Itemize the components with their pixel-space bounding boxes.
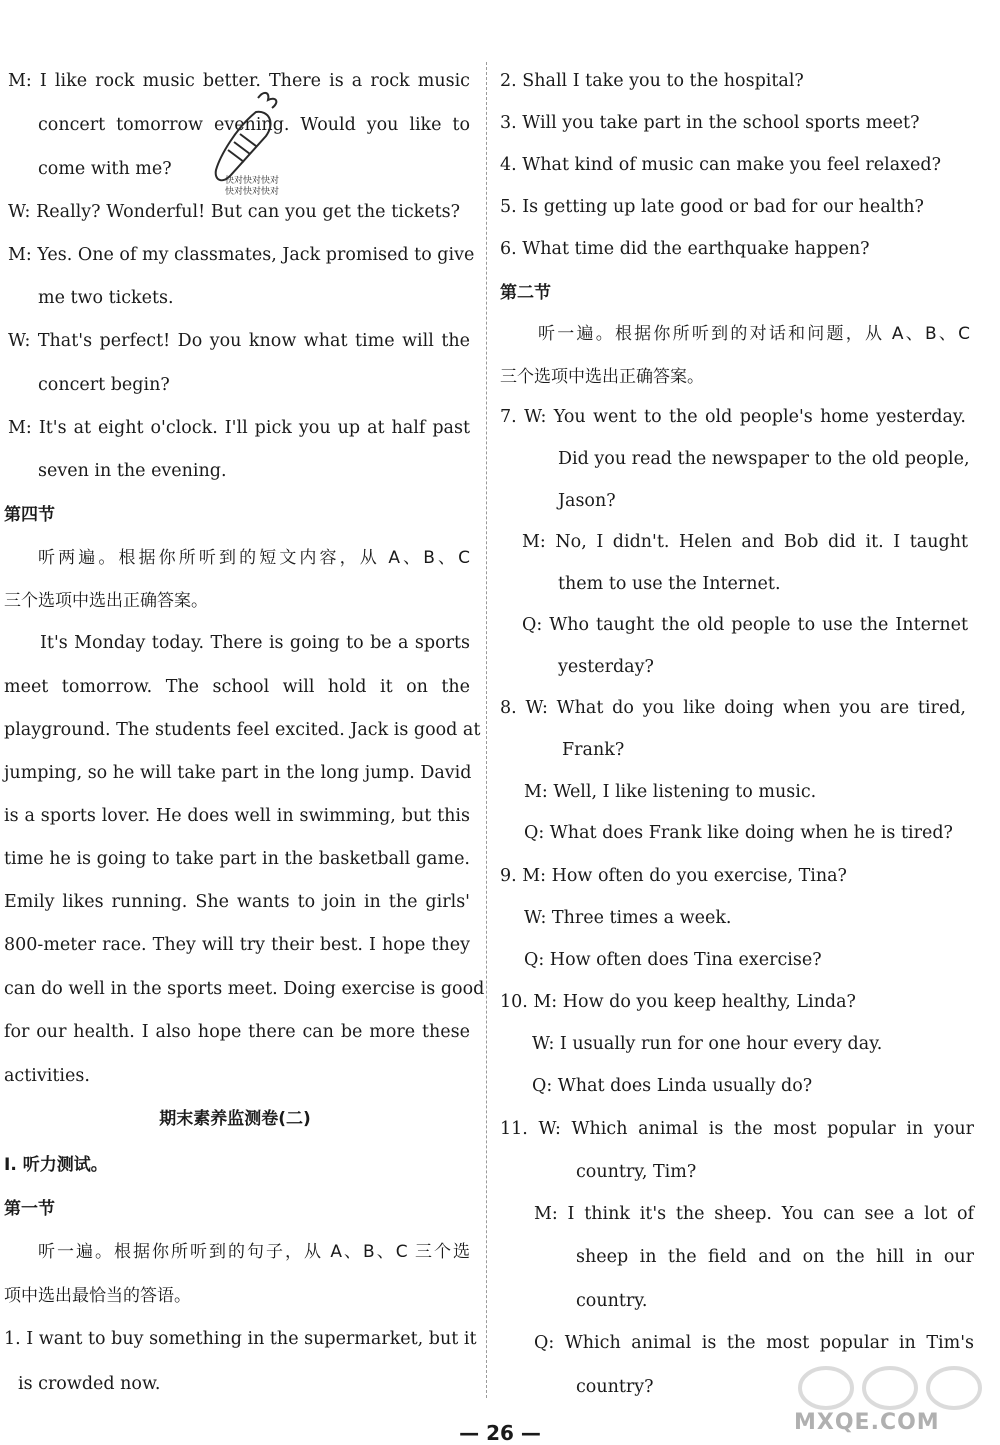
question-line: Q: What does Frank like doing when he is tired? [524, 823, 953, 843]
question-line: 7. W: You went to the old people's home yesterday. [500, 407, 966, 427]
dialogue-line: M: It's at eight o'clock. I'll pick you up at half past [8, 418, 470, 438]
section-instruction: 项中选出最恰当的答语。 [4, 1286, 191, 1306]
question-line: Q: How often does Tina exercise? [524, 950, 822, 970]
section-instruction: 三个选项中选出正确答案。 [4, 591, 208, 611]
section-heading: 第二节 [500, 283, 551, 303]
dialogue-line: concert tomorrow evening. Would you like to [38, 115, 470, 135]
question-line: Jason? [558, 491, 616, 511]
question-line: Q: Which animal is the most popular in Tim's [534, 1333, 974, 1353]
dialogue-line: W: That's perfect! Do you know what time will the [8, 331, 470, 351]
part-heading: Ⅰ. 听力测试。 [4, 1155, 108, 1175]
question-line: 5. Is getting up late good or bad for our health? [500, 197, 924, 217]
section-instruction: 听一遍。根据你所听到的对话和问题，从 A、B、C [538, 324, 970, 344]
question-line: country? [576, 1377, 654, 1397]
question-line: yesterday? [558, 657, 654, 677]
question-line: W: Three times a week. [524, 908, 732, 928]
question-line: 10. M: How do you keep healthy, Linda? [500, 992, 856, 1012]
question-line: 8. W: What do you like doing when you are tired, [500, 698, 966, 718]
question-line: 1. I want to buy something in the supermarket, but it [4, 1329, 477, 1349]
question-line: W: I usually run for one hour every day. [532, 1034, 883, 1054]
question-line: 2. Shall I take you to the hospital? [500, 71, 804, 91]
section-heading: 第一节 [4, 1199, 55, 1219]
passage-line: activities. [4, 1066, 90, 1086]
question-line: M: No, I didn't. Helen and Bob did it. I taught [522, 532, 968, 552]
section-instruction: 听一遍。根据你所听到的句子，从 A、B、C 三个选 [38, 1242, 470, 1262]
question-line: country, Tim? [576, 1162, 697, 1182]
passage-line: time he is going to take part in the basketball game. [4, 849, 470, 869]
question-line: M: I think it's the sheep. You can see a lot of [534, 1204, 974, 1224]
question-line: Frank? [562, 740, 625, 760]
section-instruction: 听两遍。根据你所听到的短文内容，从 A、B、C [38, 548, 470, 568]
question-line: M: Well, I like listening to music. [524, 782, 817, 802]
question-line: Did you read the newspaper to the old people, [558, 449, 970, 469]
question-line: Q: Who taught the old people to use the Internet [522, 615, 968, 635]
section-heading: 第四节 [4, 505, 55, 525]
question-line: 3. Will you take part in the school sports meet? [500, 113, 920, 133]
passage-line: It's Monday today. There is going to be a sports [40, 633, 470, 653]
question-line: country. [576, 1291, 648, 1311]
question-line: 4. What kind of music can make you feel relaxed? [500, 155, 941, 175]
passage-line: jumping, so he will take part in the long jump. David [4, 763, 472, 783]
dialogue-line: M: Yes. One of my classmates, Jack promised to give [8, 245, 475, 265]
dialogue-line: me two tickets. [38, 288, 174, 308]
question-line: sheep in the field and on the hill in our [576, 1247, 974, 1267]
passage-line: Emily likes running. She wants to join in the girls' [4, 892, 470, 912]
passage-line: for our health. I also hope there can be more these [4, 1022, 470, 1042]
question-line: Q: What does Linda usually do? [532, 1076, 813, 1096]
dialogue-line: M: I like rock music better. There is a rock music [8, 71, 470, 91]
dialogue-line: seven in the evening. [38, 461, 227, 481]
dialogue-line: come with me? [38, 159, 172, 179]
column-divider [486, 62, 487, 1398]
question-line: them to use the Internet. [558, 574, 781, 594]
exam-title: 期末素养监测卷(二) [159, 1109, 311, 1129]
dialogue-line: W: Really? Wonderful! But can you get the tickets? [8, 202, 460, 222]
passage-line: meet tomorrow. The school will hold it on the [4, 677, 470, 697]
site-watermark: MXQE.COM [794, 1410, 940, 1435]
passage-line: 800-meter race. They will try their best. I hope they [4, 935, 470, 955]
question-line: 6. What time did the earthquake happen? [500, 239, 870, 259]
passage-line: playground. The students feel excited. Jack is good at [4, 720, 481, 740]
section-instruction: 三个选项中选出正确答案。 [500, 367, 704, 387]
question-line: 11. W: Which animal is the most popular in your [500, 1119, 974, 1139]
question-line: is crowded now. [18, 1374, 161, 1394]
page-number: — 26 — [459, 1421, 541, 1445]
passage-line: can do well in the sports meet. Doing exercise is good [4, 979, 485, 999]
dialogue-line: concert begin? [38, 375, 170, 395]
question-line: 9. M: How often do you exercise, Tina? [500, 866, 847, 886]
passage-line: is a sports lover. He does well in swimming, but this [4, 806, 470, 826]
stamp-text: 快对快对快对 快对快对快对 [224, 176, 279, 197]
